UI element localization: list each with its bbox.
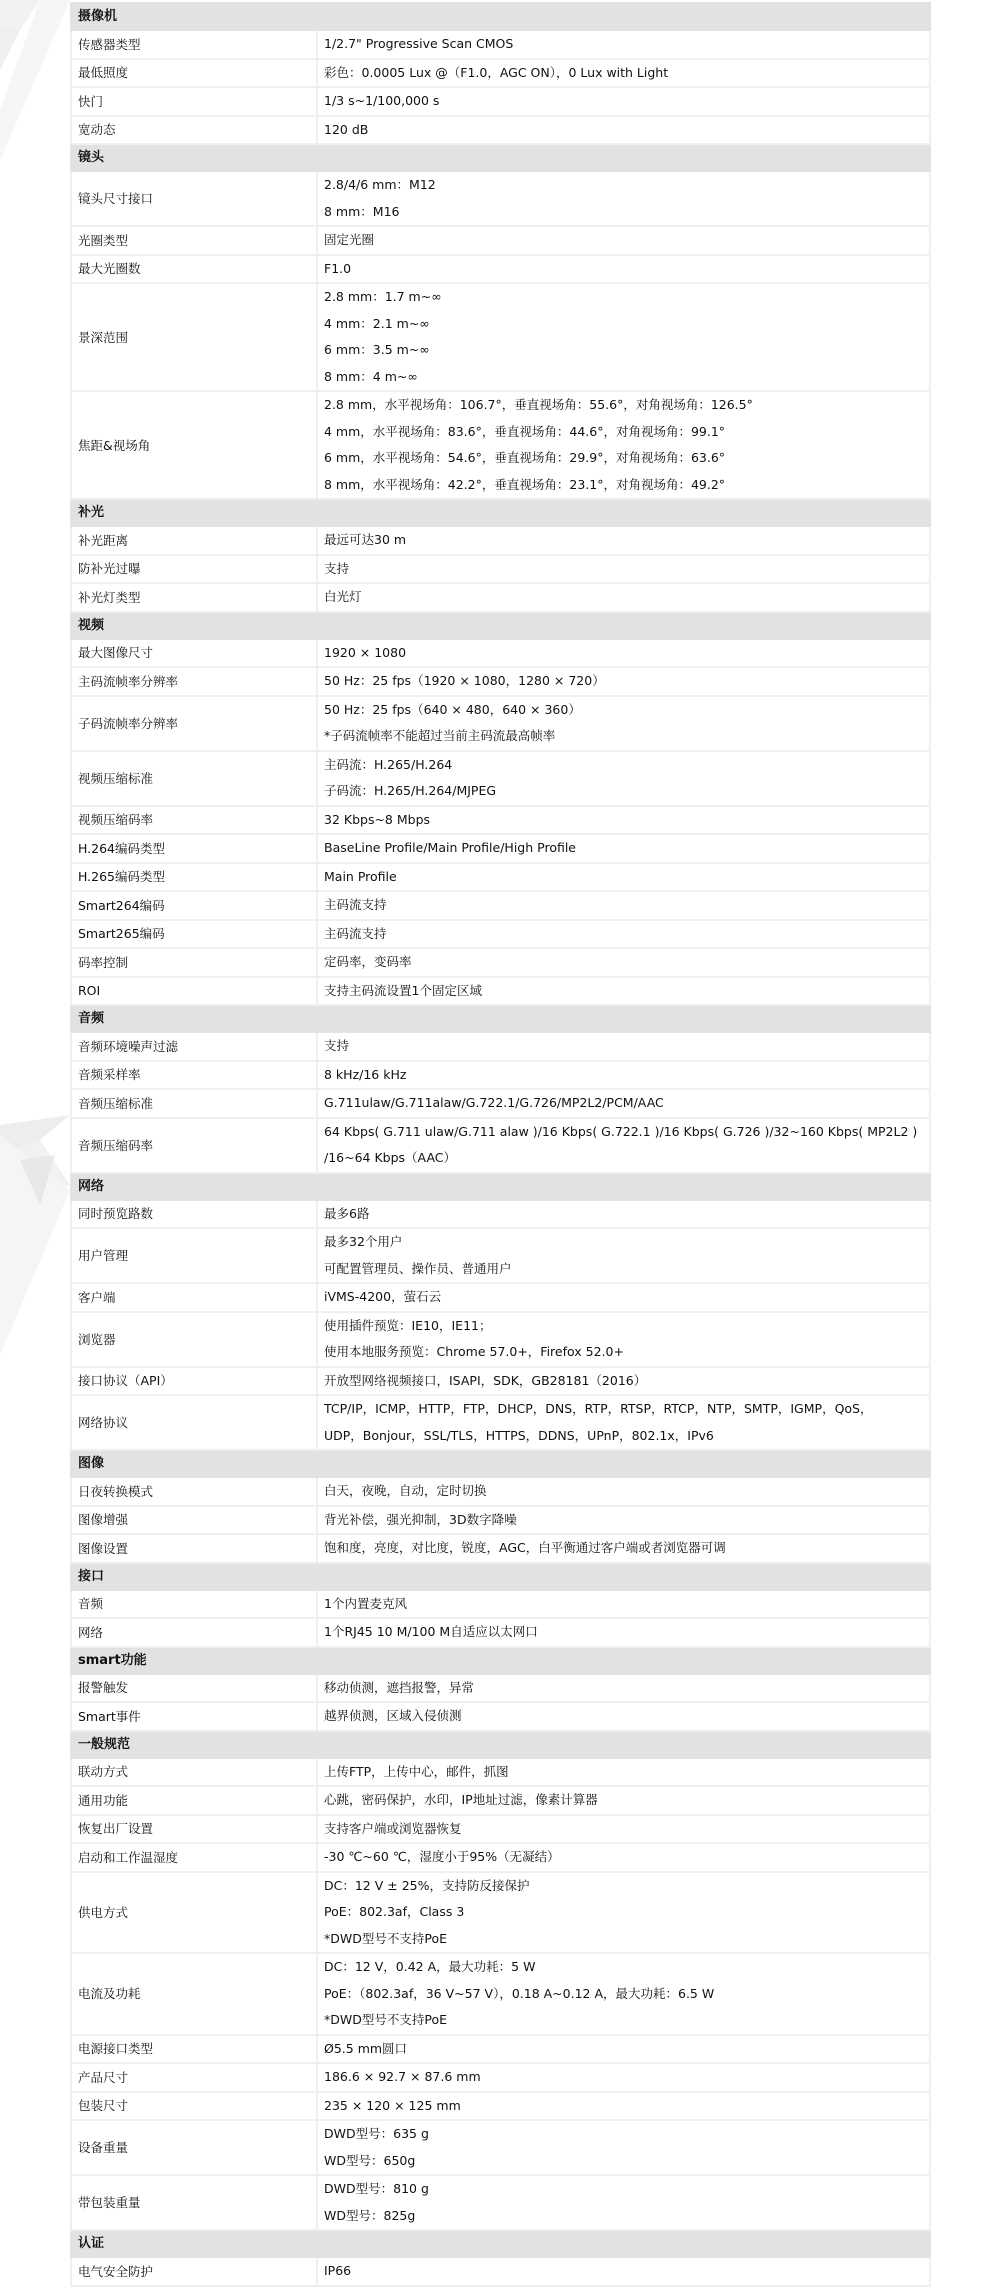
spec-value bbox=[317, 2120, 930, 2175]
spec-row bbox=[71, 1089, 930, 1118]
section-header-row bbox=[71, 1731, 930, 1758]
section-title: 认证 bbox=[71, 2230, 930, 2257]
spec-label: 日夜转换模式 bbox=[71, 1477, 317, 1506]
spec-value-line: 50 Hz：25 fps（640 × 480，640 × 360） bbox=[324, 701, 581, 717]
spec-row bbox=[71, 59, 930, 88]
spec-value-line: 2.8/4/6 mm：M12 bbox=[324, 177, 436, 192]
spec-value-line: PoE：802.3af，Class 3 bbox=[324, 1904, 465, 1919]
spec-row bbox=[71, 1786, 930, 1815]
spec-value-line: 最多32个用户 bbox=[324, 1234, 403, 1249]
spec-label: 主码流帧率分辨率 bbox=[71, 667, 317, 696]
spec-row bbox=[71, 1367, 930, 1396]
spec-value bbox=[317, 1089, 930, 1118]
spec-value bbox=[317, 1506, 930, 1535]
spec-value bbox=[317, 2035, 930, 2064]
spec-label: 码率控制 bbox=[71, 948, 317, 977]
spec-row bbox=[71, 977, 930, 1006]
spec-row bbox=[71, 920, 930, 949]
spec-row bbox=[71, 2120, 930, 2175]
spec-row bbox=[71, 555, 930, 584]
spec-value-line: 心跳，密码保护，水印，IP地址过滤，像素计算器 bbox=[324, 1792, 598, 1807]
spec-row bbox=[71, 751, 930, 806]
spec-label: 通用功能 bbox=[71, 1786, 317, 1815]
spec-value-line: WD型号：650g bbox=[324, 2152, 416, 2168]
spec-label: Smart265编码 bbox=[71, 920, 317, 949]
spec-value bbox=[317, 1228, 930, 1283]
spec-label: 防补光过曝 bbox=[71, 555, 317, 584]
spec-value bbox=[317, 977, 930, 1006]
spec-value-line: 支持 bbox=[324, 560, 350, 576]
spec-value-line: DWD型号：810 g bbox=[324, 2181, 429, 2196]
spec-row bbox=[71, 1702, 930, 1731]
spec-value-line: 支持 bbox=[324, 1038, 350, 1053]
spec-value-line: DC：12 V ± 25%，支持防反接保护 bbox=[324, 1877, 530, 1893]
spec-row bbox=[71, 696, 930, 751]
spec-value-line: 白光灯 bbox=[324, 589, 362, 604]
spec-label: 网络协议 bbox=[71, 1395, 317, 1450]
spec-label: 最大光圈数 bbox=[71, 255, 317, 284]
spec-label: 传感器类型 bbox=[71, 30, 317, 59]
spec-value bbox=[317, 1534, 930, 1563]
spec-value-line: 白天，夜晚，自动，定时切换 bbox=[324, 1483, 487, 1498]
spec-row bbox=[71, 1872, 930, 1954]
spec-label: 网络 bbox=[71, 1618, 317, 1647]
spec-value-line: 4 mm，水平视场角：83.6°，垂直视场角：44.6°，对角视场角：99.1° bbox=[324, 423, 726, 439]
section-header-row bbox=[71, 612, 930, 639]
spec-label: 视频压缩标准 bbox=[71, 751, 317, 806]
spec-value-line: 子码流：H.265/H.264/MJPEG bbox=[324, 783, 497, 798]
spec-value bbox=[317, 1061, 930, 1090]
spec-value-line: 使用插件预览：IE10，IE11； bbox=[324, 1317, 492, 1333]
spec-label: 焦距&视场角 bbox=[71, 391, 317, 499]
spec-value-line: 1920 × 1080 bbox=[324, 644, 407, 660]
spec-value-line: 8 mm，水平视场角：42.2°，垂直视场角：23.1°，对角视场角：49.2° bbox=[324, 476, 726, 492]
spec-value-line: 1个内置麦克风 bbox=[324, 1595, 407, 1611]
spec-value bbox=[317, 2175, 930, 2230]
spec-value-line: 越界侦测，区域入侵侦测 bbox=[324, 1708, 462, 1723]
spec-label: 最大图像尺寸 bbox=[71, 639, 317, 668]
spec-row bbox=[71, 1477, 930, 1506]
spec-value bbox=[317, 1815, 930, 1844]
watermark-logo-middle bbox=[0, 1115, 72, 1355]
spec-value-line: 8 kHz/16 kHz bbox=[324, 1066, 407, 1082]
spec-row bbox=[71, 2175, 930, 2230]
spec-value-line: 使用本地服务预览：Chrome 57.0+，Firefox 52.0+ bbox=[324, 1344, 624, 1359]
spec-row bbox=[71, 1506, 930, 1535]
spec-value bbox=[317, 116, 930, 145]
spec-value bbox=[317, 1786, 930, 1815]
section-title: 音频 bbox=[71, 1005, 930, 1032]
spec-row bbox=[71, 834, 930, 863]
spec-value-line: 4 mm：2.1 m~∞ bbox=[324, 315, 430, 331]
spec-value bbox=[317, 2063, 930, 2092]
spec-label: H.264编码类型 bbox=[71, 834, 317, 863]
spec-label: 音频压缩码率 bbox=[71, 1118, 317, 1173]
spec-label: 音频 bbox=[71, 1590, 317, 1619]
spec-row bbox=[71, 87, 930, 116]
spec-value-line: *DWD型号不支持PoE bbox=[324, 1930, 447, 1946]
spec-value bbox=[317, 1702, 930, 1731]
spec-row bbox=[71, 171, 930, 226]
spec-value-line: Ø5.5 mm圆口 bbox=[324, 2040, 408, 2056]
spec-row bbox=[71, 667, 930, 696]
spec-value-line: 主码流支持 bbox=[324, 897, 387, 912]
spec-value-line: 支持主码流设置1个固定区域 bbox=[324, 982, 482, 998]
spec-row bbox=[71, 806, 930, 835]
spec-value-line: 可配置管理员、操作员、普通用户 bbox=[324, 1260, 512, 1276]
spec-value bbox=[317, 639, 930, 668]
spec-value bbox=[317, 1200, 930, 1229]
spec-value bbox=[317, 283, 930, 391]
spec-label: 电气安全防护 bbox=[71, 2257, 317, 2286]
spec-value-line: 最多6路 bbox=[324, 1205, 370, 1221]
section-title: 一般规范 bbox=[71, 1731, 930, 1758]
section-title: 补光 bbox=[71, 499, 930, 526]
spec-value-line: 235 × 120 × 125 mm bbox=[324, 2097, 461, 2113]
spec-value-line: -30 ℃~60 ℃，湿度小于95%（无凝结） bbox=[324, 1849, 560, 1864]
spec-value-line: IP66 bbox=[324, 2263, 352, 2278]
spec-value-line: iVMS-4200，萤石云 bbox=[324, 1289, 442, 1304]
spec-label: 浏览器 bbox=[71, 1312, 317, 1367]
spec-label: 音频压缩标准 bbox=[71, 1089, 317, 1118]
spec-row bbox=[71, 30, 930, 59]
spec-value-line: 背光补偿，强光抑制，3D数字降噪 bbox=[324, 1511, 517, 1527]
spec-row bbox=[71, 2035, 930, 2064]
spec-row bbox=[71, 1283, 930, 1312]
spec-label: 宽动态 bbox=[71, 116, 317, 145]
spec-row bbox=[71, 255, 930, 284]
spec-value-line: 固定光圈 bbox=[324, 232, 375, 247]
spec-value-line: 32 Kbps~8 Mbps bbox=[324, 811, 431, 827]
spec-label: 联动方式 bbox=[71, 1758, 317, 1787]
spec-value-line: 移动侦测，遮挡报警，异常 bbox=[324, 1679, 475, 1695]
spec-value bbox=[317, 751, 930, 806]
spec-value bbox=[317, 555, 930, 584]
spec-value bbox=[317, 1395, 930, 1450]
spec-value-line: 支持客户端或浏览器恢复 bbox=[324, 1820, 462, 1836]
spec-value bbox=[317, 1872, 930, 1954]
section-title: smart功能 bbox=[71, 1647, 930, 1674]
section-header-row bbox=[71, 3, 930, 30]
spec-value bbox=[317, 667, 930, 696]
spec-label: 包装尺寸 bbox=[71, 2092, 317, 2121]
spec-value bbox=[317, 391, 930, 499]
spec-value bbox=[317, 171, 930, 226]
spec-row bbox=[71, 639, 930, 668]
spec-value-line: *子码流帧率不能超过当前主码流最高帧率 bbox=[324, 728, 556, 743]
spec-value bbox=[317, 2092, 930, 2121]
spec-row bbox=[71, 891, 930, 920]
section-header-row bbox=[71, 1005, 930, 1032]
spec-label: 图像增强 bbox=[71, 1506, 317, 1535]
spec-value-line: 开放型网络视频接口，ISAPI，SDK，GB28181（2016） bbox=[324, 1372, 647, 1388]
spec-value bbox=[317, 1758, 930, 1787]
spec-label: 用户管理 bbox=[71, 1228, 317, 1283]
spec-table bbox=[70, 2, 931, 2287]
spec-value-line: 彩色：0.0005 Lux @（F1.0，AGC ON），0 Lux with Light bbox=[324, 64, 669, 80]
spec-value bbox=[317, 863, 930, 892]
spec-row bbox=[71, 1590, 930, 1619]
spec-value bbox=[317, 1843, 930, 1872]
section-title: 网络 bbox=[71, 1173, 930, 1200]
spec-value bbox=[317, 1032, 930, 1061]
spec-label: 景深范围 bbox=[71, 283, 317, 391]
spec-row bbox=[71, 2063, 930, 2092]
section-title: 视频 bbox=[71, 612, 930, 639]
spec-value-line: 6 mm，水平视场角：54.6°，垂直视场角：29.9°，对角视场角：63.6° bbox=[324, 450, 726, 465]
spec-value-line: TCP/IP，ICMP，HTTP，FTP，DHCP，DNS，RTP，RTSP，RTCP，NTP，SMTP，IGMP，QoS， bbox=[324, 1401, 873, 1416]
spec-row bbox=[71, 863, 930, 892]
section-header-row bbox=[71, 499, 930, 526]
spec-row bbox=[71, 526, 930, 555]
spec-row bbox=[71, 1228, 930, 1283]
spec-label: 电源接口类型 bbox=[71, 2035, 317, 2064]
spec-value bbox=[317, 891, 930, 920]
spec-value-line: /16~64 Kbps（AAC） bbox=[324, 1150, 457, 1165]
spec-value bbox=[317, 2257, 930, 2286]
section-header-row bbox=[71, 1450, 930, 1477]
spec-value bbox=[317, 920, 930, 949]
spec-value bbox=[317, 834, 930, 863]
spec-value-line: UDP，Bonjour，SSL/TLS，HTTPS，DDNS，UPnP，802.1x，IPv6 bbox=[324, 1427, 714, 1443]
spec-row bbox=[71, 1843, 930, 1872]
section-header-row bbox=[71, 2230, 930, 2257]
spec-label: 最低照度 bbox=[71, 59, 317, 88]
spec-value bbox=[317, 1618, 930, 1647]
spec-row bbox=[71, 2092, 930, 2121]
spec-row bbox=[71, 391, 930, 499]
spec-label: 补光距离 bbox=[71, 526, 317, 555]
spec-label: Smart264编码 bbox=[71, 891, 317, 920]
spec-value-line: 定码率，变码率 bbox=[324, 954, 412, 969]
spec-row bbox=[71, 583, 930, 612]
spec-row bbox=[71, 1758, 930, 1787]
spec-value-line: G.711ulaw/G.711alaw/G.722.1/G.726/MP2L2/PCM/AAC bbox=[324, 1095, 664, 1110]
spec-label: 启动和工作温湿度 bbox=[71, 1843, 317, 1872]
spec-value-line: 6 mm：3.5 m~∞ bbox=[324, 342, 430, 357]
spec-label: 图像设置 bbox=[71, 1534, 317, 1563]
spec-value-line: DC：12 V，0.42 A，最大功耗：5 W bbox=[324, 1959, 536, 1974]
spec-value bbox=[317, 696, 930, 751]
spec-row bbox=[71, 1815, 930, 1844]
spec-label: 镜头尺寸接口 bbox=[71, 171, 317, 226]
section-title: 图像 bbox=[71, 1450, 930, 1477]
spec-value bbox=[317, 1590, 930, 1619]
spec-label: 补光灯类型 bbox=[71, 583, 317, 612]
spec-value-line: 120 dB bbox=[324, 121, 369, 137]
spec-row bbox=[71, 116, 930, 145]
spec-value bbox=[317, 59, 930, 88]
spec-label: Smart事件 bbox=[71, 1702, 317, 1731]
spec-value bbox=[317, 1118, 930, 1173]
spec-label: 产品尺寸 bbox=[71, 2063, 317, 2092]
spec-row bbox=[71, 226, 930, 255]
spec-value-line: 1个RJ45 10 M/100 M自适应以太网口 bbox=[324, 1624, 538, 1639]
spec-value-line: 50 Hz：25 fps（1920 × 1080，1280 × 720） bbox=[324, 673, 605, 688]
spec-value bbox=[317, 806, 930, 835]
spec-row bbox=[71, 1534, 930, 1563]
spec-value bbox=[317, 255, 930, 284]
spec-row bbox=[71, 1395, 930, 1450]
spec-value-line: 2.8 mm，水平视场角：106.7°，垂直视场角：55.6°，对角视场角：126.5° bbox=[324, 397, 753, 412]
section-title: 接口 bbox=[71, 1563, 930, 1590]
spec-label: 同时预览路数 bbox=[71, 1200, 317, 1229]
spec-row bbox=[71, 1061, 930, 1090]
spec-value bbox=[317, 1674, 930, 1703]
spec-value bbox=[317, 1477, 930, 1506]
spec-value bbox=[317, 1312, 930, 1367]
spec-row bbox=[71, 948, 930, 977]
spec-label: 带包装重量 bbox=[71, 2175, 317, 2230]
spec-label: 音频环境噪声过滤 bbox=[71, 1032, 317, 1061]
spec-value-line: F1.0 bbox=[324, 260, 352, 276]
spec-label: 报警触发 bbox=[71, 1674, 317, 1703]
spec-value-line: PoE：（802.3af，36 V~57 V），0.18 A~0.12 A，最大功耗：6.5 W bbox=[324, 1985, 715, 2001]
section-title: 摄像机 bbox=[71, 3, 930, 30]
section-header-row bbox=[71, 1647, 930, 1674]
spec-value-line: DWD型号：635 g bbox=[324, 2126, 429, 2141]
spec-label: 子码流帧率分辨率 bbox=[71, 696, 317, 751]
spec-value-line: 64 Kbps( G.711 ulaw/G.711 alaw )/16 Kbps( G.722.1 )/16 Kbps( G.726 )/32~160 Kbps( MP2L2 ) bbox=[324, 1123, 918, 1139]
spec-value bbox=[317, 1953, 930, 2035]
spec-row bbox=[71, 1032, 930, 1061]
spec-value-line: Main Profile bbox=[324, 868, 397, 884]
spec-value-line: 最远可达30 m bbox=[324, 532, 407, 547]
spec-row bbox=[71, 283, 930, 391]
spec-value-line: 上传FTP，上传中心，邮件，抓图 bbox=[324, 1763, 509, 1779]
spec-value bbox=[317, 1367, 930, 1396]
spec-value bbox=[317, 526, 930, 555]
spec-label: 快门 bbox=[71, 87, 317, 116]
spec-value-line: 主码流：H.265/H.264 bbox=[324, 756, 453, 772]
spec-value-line: WD型号：825g bbox=[324, 2207, 416, 2223]
spec-value-line: 1/2.7" Progressive Scan CMOS bbox=[324, 36, 514, 51]
spec-value-line: 2.8 mm：1.7 m~∞ bbox=[324, 289, 442, 304]
spec-table-body bbox=[71, 3, 930, 2286]
spec-value bbox=[317, 948, 930, 977]
section-header-row bbox=[71, 1563, 930, 1590]
spec-value bbox=[317, 226, 930, 255]
spec-value bbox=[317, 87, 930, 116]
spec-value bbox=[317, 1283, 930, 1312]
spec-row bbox=[71, 1674, 930, 1703]
spec-value bbox=[317, 583, 930, 612]
section-header-row bbox=[71, 144, 930, 171]
spec-label: 视频压缩码率 bbox=[71, 806, 317, 835]
spec-value-line: BaseLine Profile/Main Profile/High Profile bbox=[324, 840, 577, 855]
spec-value-line: 饱和度，亮度，对比度，锐度，AGC，白平衡通过客户端或者浏览器可调 bbox=[324, 1540, 726, 1555]
spec-row bbox=[71, 2257, 930, 2286]
spec-label: 接口协议（API） bbox=[71, 1367, 317, 1396]
spec-value-line: 主码流支持 bbox=[324, 925, 387, 941]
section-header-row bbox=[71, 1173, 930, 1200]
spec-value-line: 8 mm：M16 bbox=[324, 203, 400, 219]
spec-value bbox=[317, 30, 930, 59]
spec-label: ROI bbox=[71, 977, 317, 1006]
spec-label: 客户端 bbox=[71, 1283, 317, 1312]
spec-label: 恢复出厂设置 bbox=[71, 1815, 317, 1844]
spec-label: 设备重量 bbox=[71, 2120, 317, 2175]
spec-row bbox=[71, 1953, 930, 2035]
spec-label: 光圈类型 bbox=[71, 226, 317, 255]
spec-value-line: *DWD型号不支持PoE bbox=[324, 2012, 447, 2027]
spec-label: 音频采样率 bbox=[71, 1061, 317, 1090]
spec-label: H.265编码类型 bbox=[71, 863, 317, 892]
spec-label: 供电方式 bbox=[71, 1872, 317, 1954]
spec-row bbox=[71, 1312, 930, 1367]
spec-value-line: 8 mm：4 m~∞ bbox=[324, 368, 418, 384]
spec-row bbox=[71, 1618, 930, 1647]
spec-row bbox=[71, 1200, 930, 1229]
spec-label: 电流及功耗 bbox=[71, 1953, 317, 2035]
watermark-logo-top bbox=[0, 0, 70, 160]
section-title: 镜头 bbox=[71, 144, 930, 171]
spec-value-line: 186.6 × 92.7 × 87.6 mm bbox=[324, 2069, 481, 2084]
spec-value-line: 1/3 s~1/100,000 s bbox=[324, 93, 440, 108]
spec-row bbox=[71, 1118, 930, 1173]
